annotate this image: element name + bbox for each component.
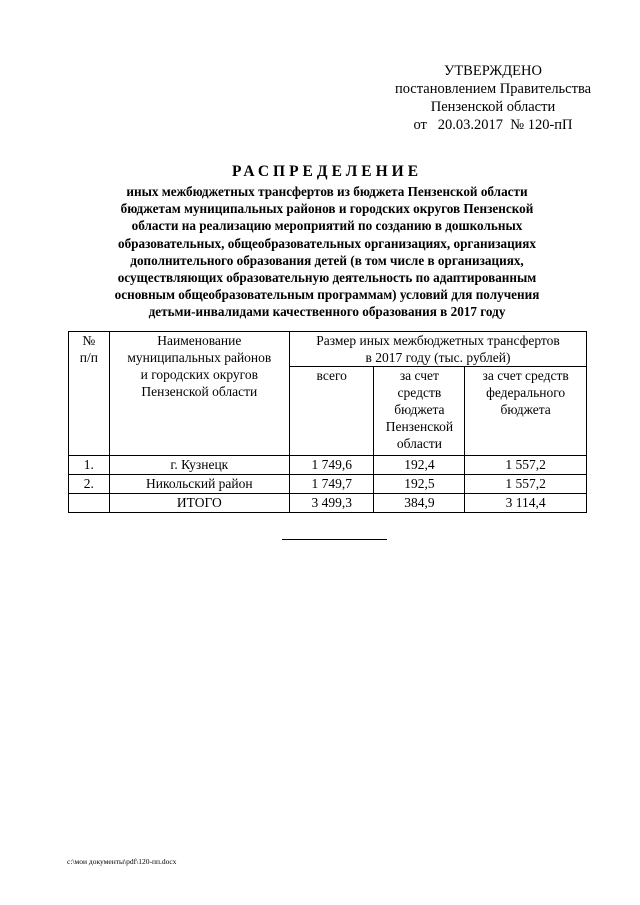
document-header — [60, 163, 594, 321]
row-federal: 1 557,2 — [465, 456, 587, 475]
subtitle-line: иных межбюджетных трансфертов из бюджета Пензенской области — [126, 184, 528, 199]
subtitle-line: области на реализацию мероприятий по созданию в дошкольных — [131, 218, 523, 234]
approval-date-number: от 20.03.2017 № 120-пП — [413, 117, 573, 133]
table-row — [69, 475, 587, 494]
row-total: 1 749,6 — [289, 456, 374, 475]
subtitle-line: образовательных, общеобразовательных организациях, организациях — [117, 235, 537, 251]
header-federal: за счет средств федерального бюджета — [465, 367, 587, 456]
document-title: РАСПРЕДЕЛЕНИЕ — [231, 163, 423, 180]
total-num — [69, 494, 110, 513]
approval-stamp — [378, 62, 608, 134]
total-sum: 3 499,3 — [289, 494, 374, 513]
row-name: Никольский район — [109, 475, 289, 494]
subtitle-line: бюджетам муниципальных районов и городских округов Пензенской — [120, 201, 534, 217]
approval-by-decree: постановлением Правительства — [394, 81, 592, 97]
table-header-row — [69, 332, 587, 367]
header-regional: за счет средств бюджета Пензенской области — [374, 367, 465, 456]
total-regional: 384,9 — [374, 494, 465, 513]
table-row — [69, 456, 587, 475]
table-total-row — [69, 494, 587, 513]
header-num: № п/п — [69, 332, 110, 456]
row-name: г. Кузнецк — [109, 456, 289, 475]
row-federal: 1 557,2 — [465, 475, 587, 494]
end-divider — [282, 539, 387, 540]
subtitle-line: детьми-инвалидами качественного образования в 2017 году — [148, 304, 506, 320]
footer-file-path: c:\мои документы\pdf\120-пп.docx — [67, 857, 177, 866]
row-num: 2. — [69, 475, 110, 494]
row-num: 1. — [69, 456, 110, 475]
total-federal: 3 114,4 — [465, 494, 587, 513]
row-total: 1 749,7 — [289, 475, 374, 494]
row-regional: 192,5 — [374, 475, 465, 494]
subtitle-line: дополнительного образования детей (в том числе в организациях, — [130, 252, 524, 268]
document-subtitle — [60, 183, 594, 321]
header-size: Размер иных межбюджетных трансфертов в 2017 году (тыс. рублей) — [289, 332, 586, 367]
total-label: ИТОГО — [109, 494, 289, 513]
header-total: всего — [289, 367, 374, 456]
subtitle-line: осуществляющих образовательную деятельность по адаптированным — [117, 270, 537, 286]
approval-approved: УТВЕРЖДЕНО — [444, 63, 542, 79]
header-name: Наименование муниципальных районов и городских округов Пензенской области — [109, 332, 289, 456]
subtitle-line: основным общеобразовательным программам) условий для получения — [114, 287, 540, 303]
approval-region: Пензенской области — [430, 99, 556, 115]
distribution-table — [68, 331, 587, 513]
row-regional: 192,4 — [374, 456, 465, 475]
